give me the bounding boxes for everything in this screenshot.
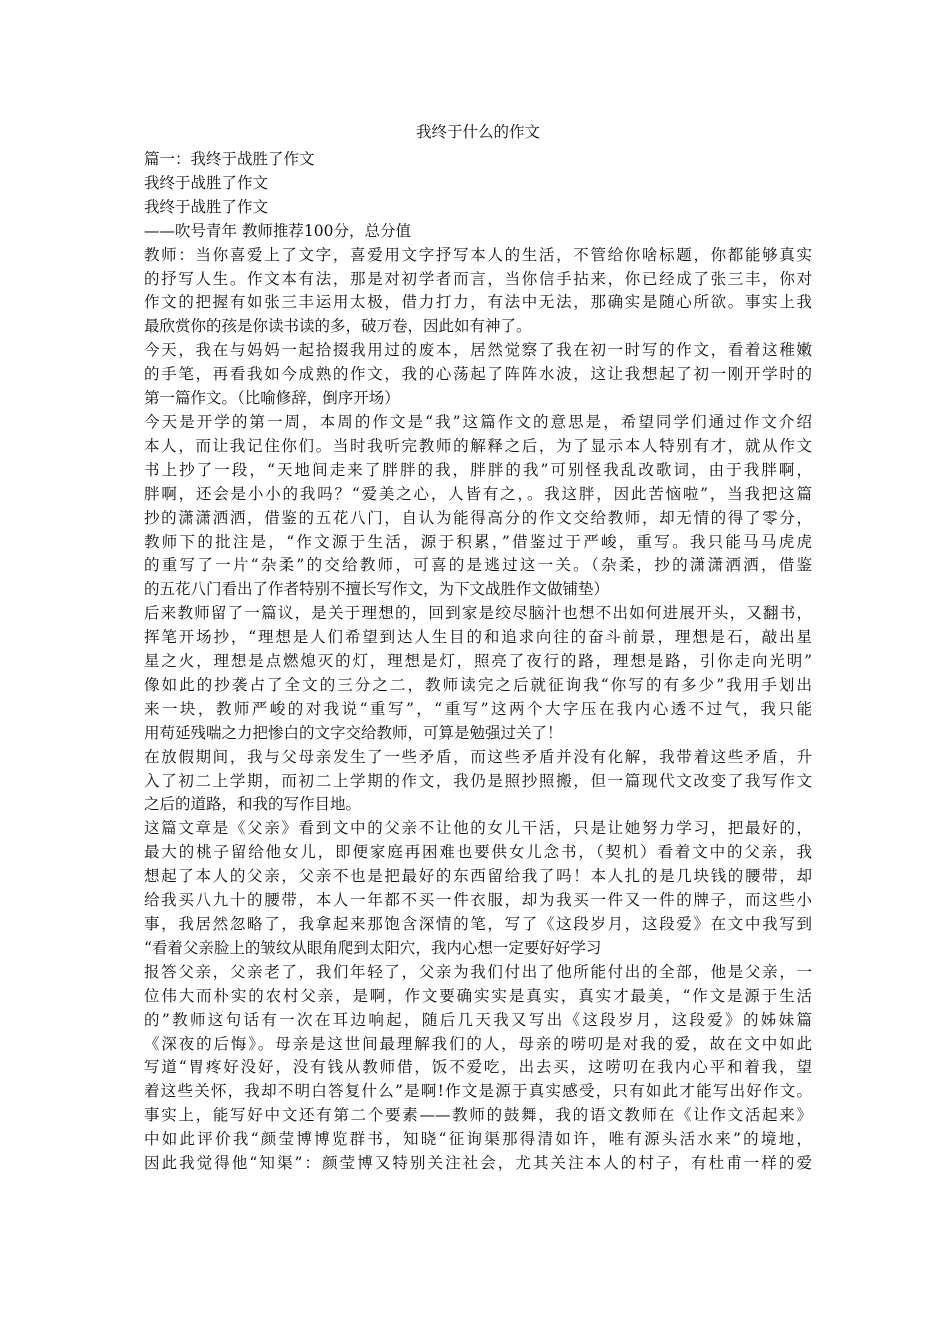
text-line: 报答父亲，父亲老了，我们年轻了，父亲为我们付出了他所能付出的全部，他是父亲，一	[144, 962, 812, 981]
text-line: 挥笔开场抄，“理想是人们希望到达人生目的和追求向往的奋斗前景，理想是石，敲出星	[144, 628, 812, 647]
text-line: ——吹号青年 教师推荐100分，总分值	[144, 221, 412, 240]
text-line: 入了初二上学期，而初二上学期的作文，我仍是照抄照搬，但一篇现代文改变了我写作文	[144, 771, 812, 790]
text-line: 我终于战胜了作文	[144, 197, 269, 216]
text-line: 想起了本人的父亲，父亲不也是把最好的东西留给我了吗！本人扎的是几块钱的腰带，却	[144, 867, 812, 886]
text-line: 写道“胃疼好没好，没有钱从教师借，饭不爱吃，出去买，这唠叨在我内心平和着我，望	[144, 1058, 812, 1077]
text-line: 教师：当你喜爱上了文字，喜爱用文字抒写本人的生活，不管给你啥标题，你都能够真实	[144, 245, 812, 264]
text-line: 来一块，教师严峻的对我说“重写”，“重写”这两个大字压在我内心透不过气，我只能	[144, 699, 812, 718]
text-line: 最大的桃子留给他女儿，即便家庭再困难也要供女儿念书，（契机）看着文中的父亲，我	[144, 843, 812, 862]
text-line: 像如此的抄袭占了全文的三分之二，教师读完之后就征询我“你写的有多少”我用手划出	[144, 675, 812, 694]
text-line: 的手笔，再看我如今成熟的作文，我的心荡起了阵阵水波，这让我想起了初一刚开学时的	[144, 365, 812, 384]
text-line: 的抒写人生。作文本有法，那是对初学者而言，当你信手拈来，你已经成了张三丰，你对	[144, 269, 812, 288]
text-line: 因此我觉得他“知渠”：颜莹博又特别关注社会，尤其关注本人的村子，有杜甫一样的爱	[144, 1154, 812, 1173]
text-line: 之后的道路，和我的写作目地。	[144, 795, 362, 814]
text-line: 《深夜的后悔》。母亲是这世间最理解我们的人，母亲的唠叨是对我的爱，故在文中如此	[144, 1034, 812, 1053]
text-line: 的五花八门看出了作者特别不擅长写作文，为下文战胜作文做铺垫）	[144, 580, 610, 599]
text-line: 在放假期间，我与父母亲发生了一些矛盾，而这些矛盾并没有化解，我带着这些矛盾，升	[144, 747, 812, 766]
text-line: 书上抄了一段，“天地间走来了胖胖的我，胖胖的我”可别怪我乱改歌词，由于我胖啊，	[144, 460, 812, 479]
text-line: 星之火，理想是点燃熄灭的灯，理想是灯，照亮了夜行的路，理想是路，引你走向光明”	[144, 652, 812, 671]
text-line: 教师下的批注是，“作文源于生活，源于积累，”借鉴过于严峻，重写。我只能马马虎虎	[144, 532, 812, 551]
text-line: 我终于战胜了作文	[144, 173, 269, 192]
text-line: 事实上，能写好中文还有第二个要素——教师的鼓舞，我的语文教师在《让作文活起来》	[144, 1106, 812, 1125]
text-line: 着这些关怀，我却不明白答复什么”是啊!作文是源于真实感受，只有如此才能写出好作文。	[144, 1082, 812, 1101]
text-line: 最欣赏你的孩是你读书读的多，破万卷，因此如有神了。	[144, 317, 532, 336]
document-page	[144, 120, 812, 1176]
text-line: 位伟大而朴实的农村父亲，是啊，作文要确实实是真实，真实才最美，“作文是源于生活	[144, 986, 812, 1005]
text-line: 胖啊，还会是小小的我吗？“爱美之心，人皆有之，。我这胖，因此苦恼啦”，当我把这篇	[144, 484, 812, 503]
text-line: 后来教师留了一篇议，是关于理想的，回到家是绞尽脑汁也想不出如何进展开头，又翻书，	[144, 604, 812, 623]
text-line: 的”教师这句话有一次在耳边响起，随后几天我又写出《这段岁月，这段爱》的姊妹篇	[144, 1010, 812, 1029]
text-line: 这篇文章是《父亲》看到文中的父亲不让他的女儿干活，只是让她努力学习，把最好的，	[144, 819, 812, 838]
text-line: 作文的把握有如张三丰运用太极，借力打力，有法中无法，那确实是随心所欲。事实上我	[144, 293, 812, 312]
text-line: 今天是开学的第一周，本周的作文是“我”这篇作文的意思是，希望同学们通过作文介绍	[144, 412, 812, 431]
text-line: 的重写了一片“杂柔”的交给教师，可喜的是逃过这一关。（杂柔，抄的潇潇洒洒，借鉴	[144, 556, 812, 575]
text-line: 用苟延残喘之力把惨白的文字交给教师，可算是勉强过关了！	[144, 723, 563, 742]
text-line: 中如此评价我“颜莹博博览群书，知晓“征询渠那得清如许，唯有源头活水来”的境地，	[144, 1130, 812, 1149]
text-line: 本人，而让我记住你们。当时我听完教师的解释之后，为了显示本人特别有才，就从作文	[144, 436, 812, 455]
document-title: 我终于什么的作文	[415, 123, 540, 141]
text-line: 今天，我在与妈妈一起拾掇我用过的废本，居然觉察了我在初一时写的作文，看着这稚嫩	[144, 341, 812, 360]
text-line: 事，我居然忽略了，我拿起来那饱含深情的笔，写了《这段岁月，这段爱》在文中我写到	[144, 915, 812, 933]
text-line: 抄的潇潇洒洒，借鉴的五花八门，自认为能得高分的作文交给教师，却无情的得了零分，	[144, 508, 812, 527]
text-line: “看着父亲脸上的皱纹从眼角爬到太阳穴，我内心想一定要好好学习	[144, 938, 602, 957]
text-line: 第一篇作文。（比喻修辞，倒序开场）	[144, 389, 400, 408]
text-line: 给我买八九十的腰带，本人一年都不买一件衣服，却为我买一件又一件的牌子，而这些小	[144, 891, 812, 910]
document-body	[144, 148, 812, 1176]
text-line: 篇一：我终于战胜了作文	[144, 150, 315, 168]
